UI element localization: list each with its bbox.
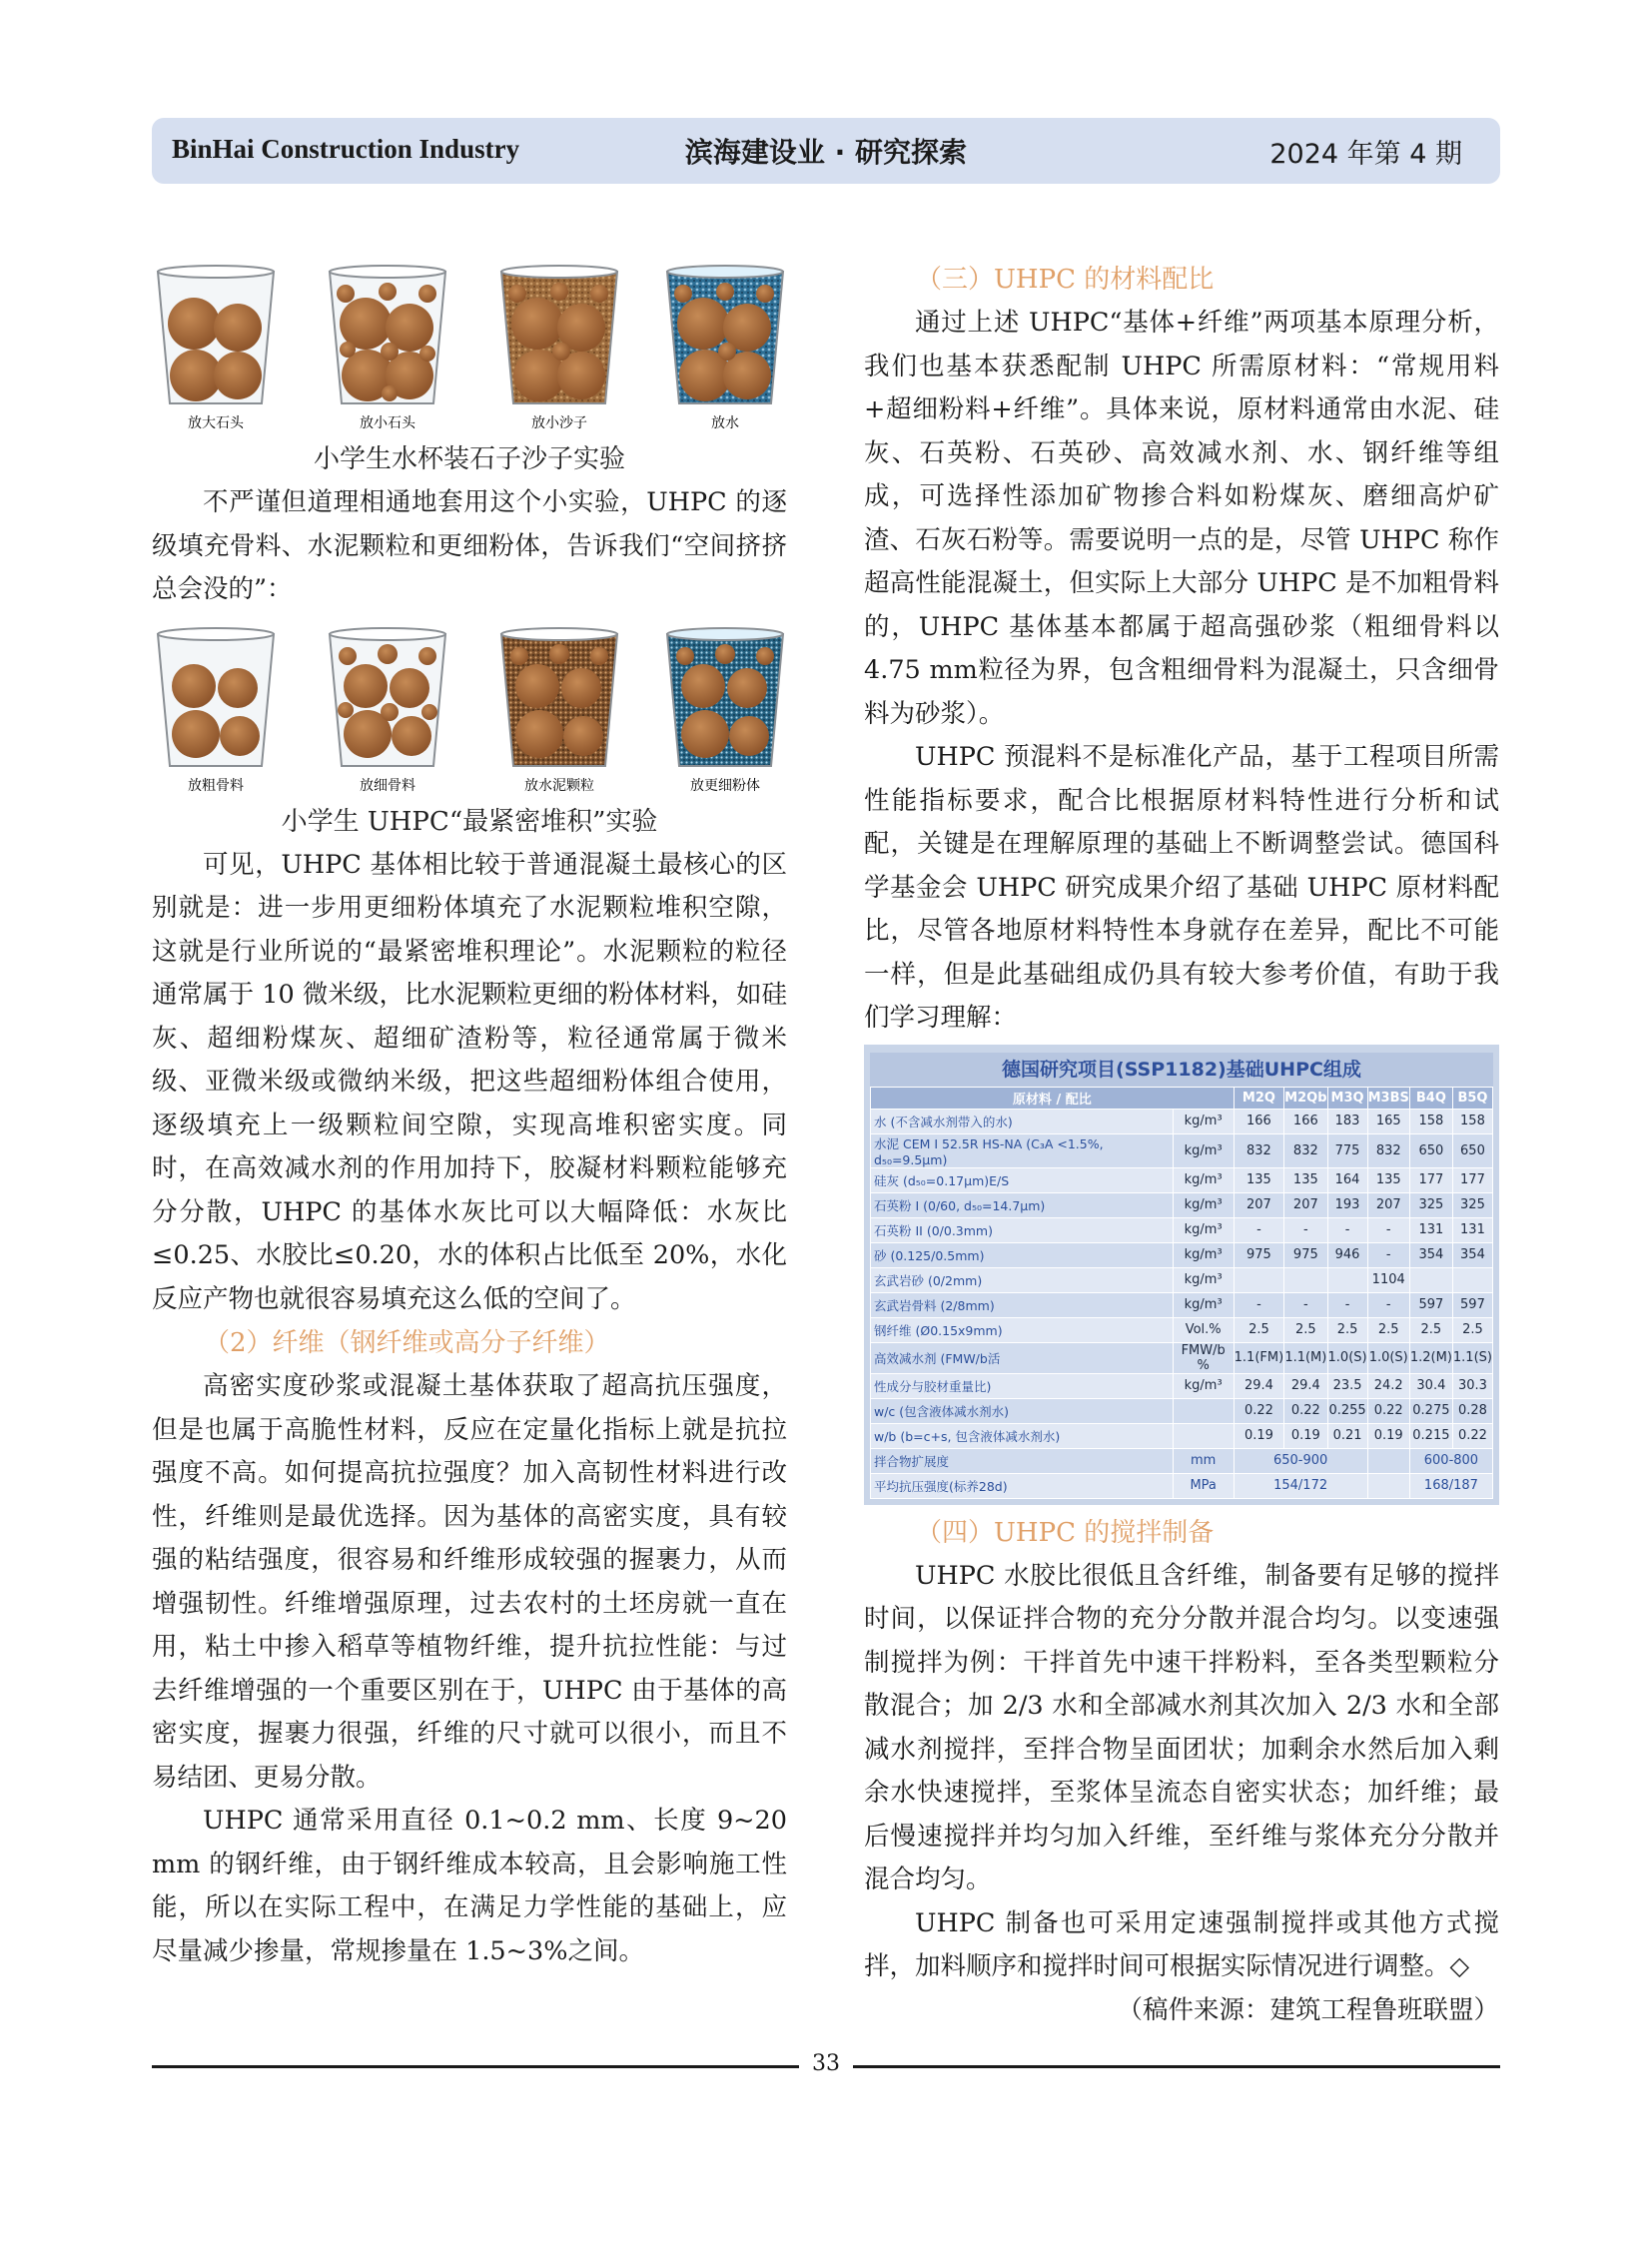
table-cell-value: 23.5 <box>1327 1373 1367 1398</box>
table-cell-material: 玄武岩骨料 (2/8mm) <box>871 1292 1174 1317</box>
journal-name-en: BinHai Construction Industry <box>172 134 520 164</box>
paragraph-text: UHPC 制备也可采用定速强制搅拌或其他方式搅拌，加料顺序和搅拌时间可根据实际情况进行调整。◇ <box>864 1907 1499 1981</box>
table-cell-value: 2.5 <box>1452 1317 1492 1342</box>
table-cell-empty <box>1367 1448 1409 1473</box>
table-cell-value: 775 <box>1327 1133 1367 1167</box>
table-cell-unit: MPa <box>1173 1473 1234 1498</box>
table-cell-value <box>1327 1267 1367 1292</box>
table-cell-unit <box>1173 1423 1234 1448</box>
paragraph <box>864 1902 1499 2025</box>
table-cell-value: 30.3 <box>1452 1373 1492 1398</box>
fig1-label-1: 放大石头 <box>188 415 244 431</box>
table-cell-value: 177 <box>1409 1167 1452 1192</box>
table-cell-value: 325 <box>1409 1192 1452 1217</box>
table-cell-material: 性成分与胶材重量比) <box>871 1373 1174 1398</box>
table-cell-value: 650-900 <box>1234 1448 1367 1473</box>
fig1-label-3: 放小沙子 <box>531 415 587 431</box>
table-cell-value: 1.2(M) <box>1409 1342 1452 1373</box>
page-footer <box>152 2051 1500 2081</box>
table-cell-material: 水泥 CEM I 52.5R HS-NA (C₃A <1.5%, d₅₀=9.5μm) <box>871 1133 1174 1167</box>
table-cell-value: 207 <box>1234 1192 1284 1217</box>
table-cell-unit: kg/m³ <box>1173 1133 1234 1167</box>
table-cell-value: 2.5 <box>1234 1317 1284 1342</box>
cup-figure-uhpc <box>152 620 787 796</box>
table-cell-value: 0.28 <box>1452 1398 1492 1423</box>
table-cell-material: w/b (b=c+s, 包含液体减水剂水) <box>871 1423 1174 1448</box>
table-cell-unit: kg/m³ <box>1173 1242 1234 1267</box>
table-cell-value: 0.215 <box>1409 1423 1452 1448</box>
table-cell-value: 135 <box>1284 1167 1327 1192</box>
table-cell-value: - <box>1367 1292 1409 1317</box>
table-cell-value <box>1234 1267 1284 1292</box>
table-cell-value: 158 <box>1452 1109 1492 1133</box>
table-cell-value: 975 <box>1234 1242 1284 1267</box>
table-cell-value: 207 <box>1367 1192 1409 1217</box>
table-cell-value: 1104 <box>1367 1267 1409 1292</box>
table-cell-material: 拌合物扩展度 <box>871 1448 1174 1473</box>
cup-sand <box>501 266 617 403</box>
table-cell-value: 1.1(M) <box>1284 1342 1327 1373</box>
table-cell-material: 玄武岩砂 (0/2mm) <box>871 1267 1174 1292</box>
table-cell-unit: kg/m³ <box>1173 1373 1234 1398</box>
table-row <box>871 1342 1493 1373</box>
paragraph: 通过上述 UHPC“基体+纤维”两项基本原理分析，我们也基本获悉配制 UHPC 所需原材料：“常规用料+超细粉料+纤维”。具体来说，原材料通常由水泥、硅灰、石英粉、石英砂、高效减水剂、水、钢纤维等组成，可选择性添加矿物掺合料如粉煤灰、磨细高炉矿渣、石灰石粉等。需要说明一点的是，尽管 UHPC 称作超高性能混凝土，但实际上大部分 UHPC 是不加粗骨料的，UHPC 基体基本都属于超高强砂浆（粗细骨料以 4.75 mm粒径为界，包含粗细骨料为混凝土，只含细骨料为砂浆）。 <box>864 308 1499 729</box>
cup-small-stones <box>330 266 445 403</box>
figure2-caption: 小学生 UHPC“最紧密堆积”实验 <box>281 806 658 837</box>
table-header: M2Qb <box>1284 1087 1327 1109</box>
table-cell-value: 0.19 <box>1234 1423 1284 1448</box>
table-cell-unit: kg/m³ <box>1173 1192 1234 1217</box>
table-row <box>871 1448 1493 1473</box>
table-row <box>871 1317 1493 1342</box>
table-cell-value: 650 <box>1452 1133 1492 1167</box>
table-row <box>871 1109 1493 1133</box>
table-header: B5Q <box>1452 1087 1492 1109</box>
table-cell-value: 2.5 <box>1409 1317 1452 1342</box>
table-header: B4Q <box>1409 1087 1452 1109</box>
issue-info: 2024 年第 4 期 <box>1269 139 1462 170</box>
table-row <box>871 1398 1493 1423</box>
table-cell-value: 177 <box>1452 1167 1492 1192</box>
table-row <box>871 1217 1493 1242</box>
table-cell-value: 183 <box>1327 1109 1367 1133</box>
paragraph: UHPC 水胶比很低且含纤维，制备要有足够的搅拌时间，以保证拌合物的充分分散并混合均匀。以变速强制搅拌为例：干拌首先中速干拌粉料，至各类型颗粒分散混合；加 2/3 水和全部减水剂其次加入 2/3 水和全部减水剂搅拌，至拌合物呈面团状；加剩余水然后加入剩余水快速搅拌，至浆体呈流态自密实状态；加纤维；最后慢速搅拌并均匀加入纤维，至纤维与浆体充分分散并混合均匀。 <box>864 1560 1499 1894</box>
table-cell-value: 193 <box>1327 1192 1367 1217</box>
uhpc-composition-table <box>864 1045 1499 1505</box>
table-cell-value: 1.0(S) <box>1367 1342 1409 1373</box>
table-header: M3Q <box>1327 1087 1367 1109</box>
table-cell-value: 354 <box>1409 1242 1452 1267</box>
table-cell-unit: kg/m³ <box>1173 1292 1234 1317</box>
table-cell-material: 硅灰 (d₅₀=0.17μm)E/S <box>871 1167 1174 1192</box>
table-cell-value: 600-800 <box>1409 1448 1492 1473</box>
table-row <box>871 1133 1493 1167</box>
table-cell-material: w/c (包含液体减水剂水) <box>871 1398 1174 1423</box>
table-row <box>871 1167 1493 1192</box>
table-cell-value: 30.4 <box>1409 1373 1452 1398</box>
table-cell-value: 0.19 <box>1367 1423 1409 1448</box>
table-cell-value: 164 <box>1327 1167 1367 1192</box>
table-cell-value: 166 <box>1234 1109 1284 1133</box>
table-cell-value: 832 <box>1284 1133 1327 1167</box>
table-cell-unit: kg/m³ <box>1173 1217 1234 1242</box>
table-cell-value: 975 <box>1284 1242 1327 1267</box>
table-cell-material: 平均抗压强度(标养28d) <box>871 1473 1174 1498</box>
table-cell-value: 154/172 <box>1234 1473 1367 1498</box>
table-row <box>871 1192 1493 1217</box>
table-cell-value: 24.2 <box>1367 1373 1409 1398</box>
fig2-label-4: 放更细粉体 <box>690 777 760 794</box>
table-cell-material: 水 (不含减水剂带入的水) <box>871 1109 1174 1133</box>
table-cell-value: 650 <box>1409 1133 1452 1167</box>
table-header-row <box>871 1087 1493 1109</box>
section-subheading: （2）纤维（钢纤维或高分子纤维） <box>204 1328 610 1358</box>
cup-big-stones <box>158 266 274 403</box>
table-cell-unit <box>1173 1398 1234 1423</box>
table-cell-value: - <box>1367 1217 1409 1242</box>
table-cell-value: 2.5 <box>1367 1317 1409 1342</box>
table-cell-value: 0.22 <box>1284 1398 1327 1423</box>
footer-rule <box>853 2065 1500 2068</box>
table-cell-unit: kg/m³ <box>1173 1109 1234 1133</box>
table-cell-value: 1.1(S) <box>1452 1342 1492 1373</box>
table-cell-value: - <box>1234 1292 1284 1317</box>
table-header: 原材料 / 配比 <box>871 1087 1235 1109</box>
table-cell-material: 砂 (0.125/0.5mm) <box>871 1242 1174 1267</box>
table-cell-value: 0.255 <box>1327 1398 1367 1423</box>
table-cell-material: 石英粉 I (0/60, d₅₀=14.7μm) <box>871 1192 1174 1217</box>
table-header: M3BS <box>1367 1087 1409 1109</box>
table-cell-value: 832 <box>1367 1133 1409 1167</box>
table-row <box>871 1242 1493 1267</box>
table-row <box>871 1373 1493 1398</box>
table-cell-material: 高效减水剂 (FMW/b活 <box>871 1342 1174 1373</box>
table-cell-value: 0.275 <box>1409 1398 1452 1423</box>
paragraph: UHPC 通常采用直径 0.1~0.2 mm、长度 9~20 mm 的钢纤维，由于钢纤维成本较高，且会影响施工性能，所以在实际工程中，在满足力学性能的基础上，应尽量减少掺量，常规掺量在 1.5~3%之间。 <box>152 1806 787 1966</box>
table-cell-value: 2.5 <box>1327 1317 1367 1342</box>
table-cell-value: 131 <box>1409 1217 1452 1242</box>
page-header <box>152 118 1500 184</box>
table-cell-value: 0.21 <box>1327 1423 1367 1448</box>
section-subheading: （三）UHPC 的材料配比 <box>916 265 1215 295</box>
table-cell-value: 135 <box>1234 1167 1284 1192</box>
table-cell-value: 1.0(S) <box>1327 1342 1367 1373</box>
table-cell-unit: Vol.% <box>1173 1317 1234 1342</box>
table-cell-unit: FMW/b % <box>1173 1342 1234 1373</box>
section-subheading: （四）UHPC 的搅拌制备 <box>916 1517 1215 1548</box>
table-cell-unit: mm <box>1173 1448 1234 1473</box>
article-source: （稿件来源：建筑工程鲁班联盟） <box>1117 1994 1499 2025</box>
cup-figure-stones <box>152 258 787 433</box>
paragraph: 可见，UHPC 基体相比较于普通混凝土最核心的区别就是：进一步用更细粉体填充了水泥颗粒堆积空隙，这就是行业所说的“最紧密堆积理论”。水泥颗粒的粒径通常属于 10 微米级，比水泥颗粒更细的粉体材料，如硅灰、超细粉煤灰、超细矿渣粉等，粒径通常属于微米级、亚微米级或微纳米级，把这些超细粉体组合使用，逐级填充上一级颗粒间空隙，实现高堆积密实度。同时，在高效减水剂的作用加持下，胶凝材料颗粒能够充分分散，UHPC 的基体水灰比可以大幅降低：水灰比≤0.25、水胶比≤0.20，水的体积占比低至 20%，水化反应产物也就很容易填充这么低的空间了。 <box>152 849 787 1314</box>
table-row <box>871 1473 1493 1498</box>
table-cell-value: 0.22 <box>1367 1398 1409 1423</box>
table-cell-value <box>1452 1267 1492 1292</box>
fig2-label-3: 放水泥颗粒 <box>524 777 594 794</box>
table-cell-value: 325 <box>1452 1192 1492 1217</box>
table-cell-value: 597 <box>1452 1292 1492 1317</box>
table-cell-value: 0.22 <box>1234 1398 1284 1423</box>
journal-section: 滨海建设业 · 研究探索 <box>684 136 968 169</box>
table-cell-value: 168/187 <box>1409 1473 1492 1498</box>
cup-water <box>667 266 783 403</box>
table-cell-value: - <box>1284 1217 1327 1242</box>
table-cell-value: 2.5 <box>1284 1317 1327 1342</box>
table-cell-value: 135 <box>1367 1167 1409 1192</box>
paragraph: 高密实度砂浆或混凝土基体获取了超高抗压强度，但是也属于高脆性材料，反应在定量化指标上就是抗拉强度不高。如何提高抗拉强度？加入高韧性材料进行改性，纤维则是最优选择。因为基体的高密实度，具有较强的粘结强度，很容易和纤维形成较强的握裹力，从而增强韧性。纤维增强原理，过去农村的土坯房就一直在用，粘土中掺入稻草等植物纤维，提升抗拉性能：与过去纤维增强的一个重要区别在于，UHPC 由于基体的高密实度，握裹力很强，纤维的尺寸就可以很小，而且不易结团、更易分散。 <box>152 1371 787 1793</box>
table-cell-value: - <box>1234 1217 1284 1242</box>
fig2-label-2: 放细骨料 <box>360 777 415 794</box>
paragraph: UHPC 预混料不是标准化产品，基于工程项目所需性能指标要求，配合比根据原材料特性进行分析和试配，关键是在理解原理的基础上不断调整尝试。德国科学基金会 UHPC 研究成果介绍了基础 UHPC 原材料配比，尽管各地原材料特性本身就存在差异，配比不可能一样，但是此基础组成仍具有较大参考价值，有助于我们学习理解： <box>864 742 1499 1033</box>
table-cell-value: 832 <box>1234 1133 1284 1167</box>
table-cell-value <box>1284 1267 1327 1292</box>
table-cell-empty <box>1367 1473 1409 1498</box>
table-cell-value: 354 <box>1452 1242 1492 1267</box>
table-cell-value: 158 <box>1409 1109 1452 1133</box>
table-row <box>871 1267 1493 1292</box>
table-cell-value: 597 <box>1409 1292 1452 1317</box>
figure1-caption: 小学生水杯装石子沙子实验 <box>313 444 625 474</box>
table-cell-value: 29.4 <box>1234 1373 1284 1398</box>
table-cell-value: 0.19 <box>1284 1423 1327 1448</box>
table-cell-value: 165 <box>1367 1109 1409 1133</box>
table-header: M2Q <box>1234 1087 1284 1109</box>
table-cell-value: 0.22 <box>1452 1423 1492 1448</box>
table-cell-material: 钢纤维 (Ø0.15x9mm) <box>871 1317 1174 1342</box>
table-cell-value: 29.4 <box>1284 1373 1327 1398</box>
table-cell-value: 166 <box>1284 1109 1327 1133</box>
footer-rule <box>152 2065 799 2068</box>
table-cell-value: - <box>1367 1242 1409 1267</box>
fig1-label-2: 放小石头 <box>360 415 415 431</box>
table-cell-unit: kg/m³ <box>1173 1167 1234 1192</box>
table-title: 德国研究项目(SSP1182)基础UHPC组成 <box>870 1053 1493 1087</box>
left-column <box>152 258 787 1973</box>
table-cell-value: - <box>1327 1292 1367 1317</box>
table-cell-value: - <box>1327 1217 1367 1242</box>
table-cell-value: 1.1(FM) <box>1234 1342 1284 1373</box>
page-number: 33 <box>812 2051 840 2076</box>
table-row <box>871 1423 1493 1448</box>
right-column <box>864 258 1499 2032</box>
table-cell-value <box>1409 1267 1452 1292</box>
table-cell-value: - <box>1284 1292 1327 1317</box>
table-cell-material: 石英粉 II (0/0.3mm) <box>871 1217 1174 1242</box>
table-cell-value: 207 <box>1284 1192 1327 1217</box>
table-cell-value: 946 <box>1327 1242 1367 1267</box>
paragraph: 不严谨但道理相通地套用这个小实验，UHPC 的逐级填充骨料、水泥颗粒和更细粉体，告诉我们“空间挤挤总会没的”： <box>152 487 787 604</box>
table-cell-unit: kg/m³ <box>1173 1267 1234 1292</box>
table-row <box>871 1292 1493 1317</box>
table-cell-value: 131 <box>1452 1217 1492 1242</box>
fig2-label-1: 放粗骨料 <box>188 777 244 794</box>
fig1-label-4: 放水 <box>711 415 739 431</box>
